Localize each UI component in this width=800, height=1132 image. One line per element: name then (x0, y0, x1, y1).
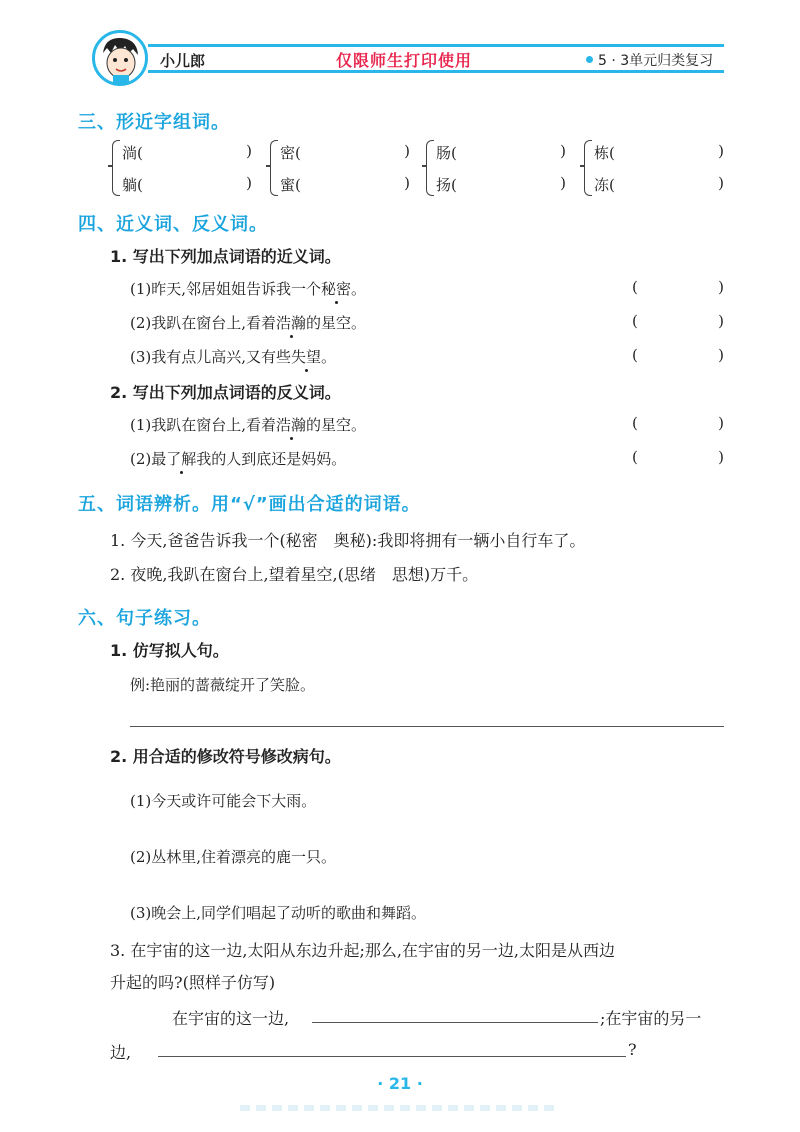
section4-title: 四、近义词、反义词。 (78, 214, 268, 235)
question-2-title: 2. 用合适的修改符号修改病句。 (110, 747, 341, 766)
unit-label: 5 · 3单元归类复习 (598, 53, 714, 69)
dotted-word: 了解 (166, 450, 197, 468)
footer-decoration (240, 1105, 560, 1111)
char-word-bottom: 扬( (436, 176, 457, 194)
char-word-top: 肠( (436, 144, 457, 162)
char-word-bottom: 冻( (594, 176, 615, 194)
header-rule-top (148, 44, 724, 47)
brace-icon (270, 140, 278, 196)
list-item: (1)昨天,邻居姐姐告诉我一个秘密。 (130, 280, 367, 298)
answer-paren-close[interactable]: ) (246, 174, 252, 192)
char-group-1 (112, 138, 262, 198)
fill-blank[interactable] (312, 1022, 598, 1023)
print-restriction-notice: 仅限师生打印使用 (336, 51, 473, 70)
fill-prefix: 在宇宙的这一边, (172, 1009, 290, 1028)
dotted-word: 浩瀚 (276, 314, 307, 332)
char-word-top: 密( (280, 144, 301, 162)
brand-name: 小儿郎 (160, 52, 206, 70)
list-item[interactable]: (3)晚会上,同学们唱起了动听的歌曲和舞蹈。 (130, 904, 427, 922)
brace-icon (112, 140, 120, 196)
question-3-text: 3. 在宇宙的这一边,太阳从东边升起;那么,在宇宙的另一边,太阳是从西边 (110, 941, 616, 960)
char-group-4 (584, 138, 734, 198)
dotted-word: 失望 (291, 348, 322, 366)
char-word-top: 栋( (594, 144, 615, 162)
answer-box[interactable]: ( ) (632, 448, 724, 466)
fill-prefix: 边, (110, 1043, 132, 1062)
boy-mascot-icon (92, 30, 148, 86)
answer-box[interactable]: ( ) (632, 278, 724, 296)
list-item[interactable]: 2. 夜晚,我趴在窗台上,望着星空,(思绪 思想)万千。 (110, 565, 479, 584)
answer-paren-close[interactable]: ) (718, 174, 724, 192)
list-item: (3)我有点儿高兴,又有些失望。 (130, 348, 337, 366)
answer-paren-close[interactable]: ) (718, 142, 724, 160)
question-1-title: 1. 仿写拟人句。 (110, 641, 229, 660)
answer-paren-close[interactable]: ) (404, 174, 410, 192)
char-group-2 (270, 138, 420, 198)
answer-paren-close[interactable]: ) (560, 174, 566, 192)
answer-paren-close[interactable]: ) (404, 142, 410, 160)
page-header (0, 0, 800, 100)
list-item[interactable]: (2)丛林里,住着漂亮的鹿一只。 (130, 848, 337, 866)
answer-paren-close[interactable]: ) (246, 142, 252, 160)
section3-title: 三、形近字组词。 (78, 112, 230, 133)
answer-box[interactable]: ( ) (632, 346, 724, 364)
answer-box[interactable]: ( ) (632, 414, 724, 432)
fill-blank[interactable] (158, 1056, 626, 1057)
answer-paren-close[interactable]: ) (560, 142, 566, 160)
fill-suffix: ;在宇宙的另一 (600, 1009, 702, 1028)
char-word-top: 淌( (122, 144, 143, 162)
list-item[interactable]: (1)今天或许可能会下大雨。 (130, 792, 317, 810)
unit-bullet-icon (586, 56, 593, 63)
list-item[interactable]: 1. 今天,爸爸告诉我一个(秘密 奥秘):我即将拥有一辆小自行车了。 (110, 531, 586, 550)
section6-title: 六、句子练习。 (78, 608, 211, 629)
list-item: (2)最了解我的人到底还是妈妈。 (130, 450, 347, 468)
list-item: (1)我趴在窗台上,看着浩瀚的星空。 (130, 416, 367, 434)
dotted-word: 浩瀚 (276, 416, 307, 434)
char-group-3 (426, 138, 576, 198)
answer-box[interactable]: ( ) (632, 312, 724, 330)
question-2-title: 2. 写出下列加点词语的反义词。 (110, 383, 341, 402)
char-word-bottom: 躺( (122, 176, 143, 194)
brace-icon (426, 140, 434, 196)
dotted-word: 秘密 (321, 280, 352, 298)
page-number: · 21 · (377, 1074, 423, 1093)
char-word-bottom: 蜜( (280, 176, 301, 194)
question-1-title: 1. 写出下列加点词语的近义词。 (110, 247, 341, 266)
brace-icon (584, 140, 592, 196)
answer-line[interactable] (130, 726, 724, 727)
fill-suffix: ? (628, 1040, 637, 1059)
question-3-text-cont: 升起的吗?(照样子仿写) (110, 973, 276, 992)
list-item: (2)我趴在窗台上,看着浩瀚的星空。 (130, 314, 367, 332)
section5-title: 五、词语辨析。用“√”画出合适的词语。 (78, 494, 421, 515)
example-sentence: 例:艳丽的蔷薇绽开了笑脸。 (130, 676, 316, 694)
